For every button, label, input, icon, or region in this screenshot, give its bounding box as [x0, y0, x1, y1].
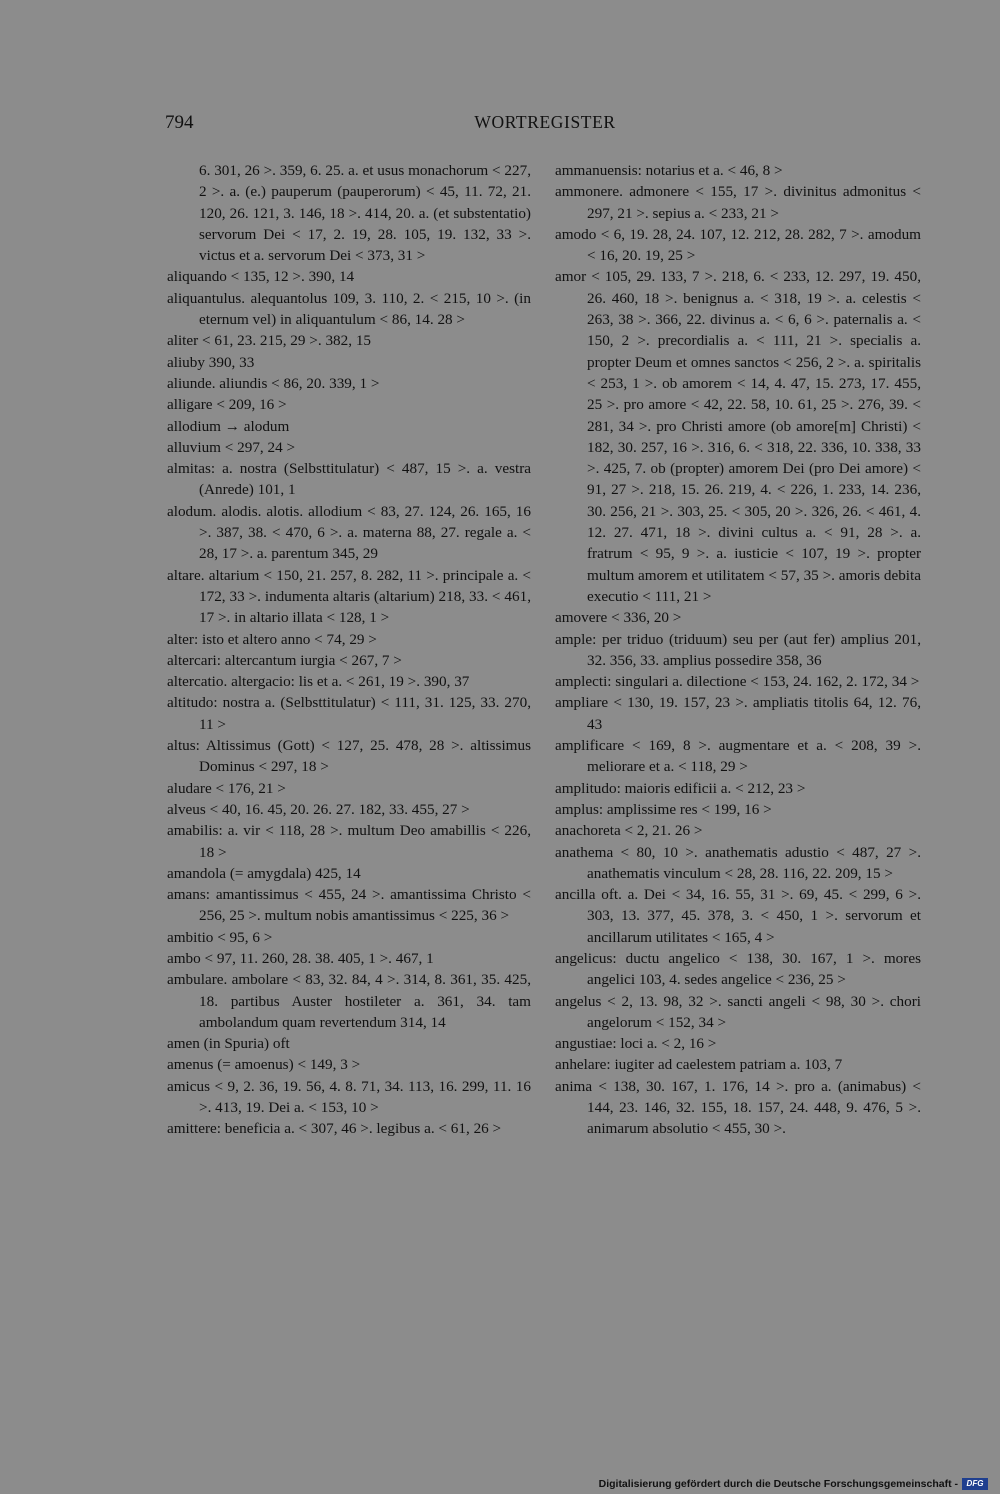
index-entry: amplitudo: maioris edificii a. < 212, 23 >	[555, 779, 806, 797]
index-entry: alveus < 40, 16. 45, 20. 26. 27. 182, 33. 455, 27 >	[167, 800, 470, 818]
dfg-logo-icon: DFG	[962, 1478, 988, 1490]
index-entry: angustiae: loci a. < 2, 16 >	[555, 1035, 717, 1053]
index-entry: ambo < 97, 11. 260, 28. 38. 405, 1 >. 467, 1	[167, 949, 434, 967]
index-entry: aliter < 61, 23. 215, 29 >. 382, 15	[167, 332, 372, 350]
page-header	[165, 112, 925, 142]
index-entry: alligare < 209, 16 >	[167, 396, 287, 414]
footer-text: Digitalisierung gefördert durch die Deutsche Forschungsgemeinschaft -	[598, 1478, 958, 1490]
index-entry: amplecti: singulari a. dilectione < 153, 24. 162, 2. 172, 34 >	[555, 673, 920, 691]
index-entry: ammonere. admonere < 155, 17 >. divinitus admonitus < 297, 21 >. sepius a. < 233, 21 >	[555, 183, 921, 222]
index-entry: amabilis: a. vir < 118, 28 >. multum Deo amabillis < 226, 18 >	[167, 822, 531, 861]
right-column	[555, 160, 921, 1140]
index-entry: amittere: beneficia a. < 307, 46 >. legibus a. < 61, 26 >	[167, 1120, 502, 1138]
index-entry: amenus (= amoenus) < 149, 3 >	[167, 1056, 361, 1074]
index-entry: altus: Altissimus (Gott) < 127, 25. 478, 28 >. altissimus Dominus < 297, 18 >	[167, 737, 531, 776]
index-entry: allodium → alodum	[167, 417, 290, 435]
index-entry: alluvium < 297, 24 >	[167, 438, 296, 456]
left-column	[167, 160, 531, 1140]
index-entry: anathema < 80, 10 >. anathematis adustio < 487, 27 >. anathematis vinculum < 28, 28. 116, 22. 209, 15 >	[555, 843, 921, 882]
index-entry: amor < 105, 29. 133, 7 >. 218, 6. < 233, 12. 297, 19. 450, 26. 460, 18 >. benignus a. < 318, 19 >. a. celestis < 263, 38 >. 366, 22. divinus a. < 6, 6 >. paternalis a. < 150, 2 >. precordialis a. < 111, 21 >. specialis a. propter Deum et omnes sanctos < 256, 2 >. a. spiritalis < 253, 1 >. ob amorem < 14, 4. 47, 15. 273, 17. 455, 25 >. pro amore < 42, 22. 58, 10. 61, 25 >. 276, 39. < 281, 34 >. pro Christi amore (ob amore[m] Christi) < 182, 30. 257, 16 >. 316, 6. < 318, 22. 336, 10. 338, 33 >. 425, 7. ob (propter) amorem Dei (pro Dei amore) < 91, 27 >. 218, 15. 26. 219, 4. < 226, 1. 233, 14. 236, 30. 256, 21 >. 303, 25. < 305, 20 >. 326, 26. < 461, 4. 12. 27. 471, 18 >. divini cultus a. < 91, 28 >. a. fratrum < 95, 9 >. a. iusticie < 107, 19 >. propter multum amorem et utilitatem < 57, 35 >. amoris debita executio < 111, 21 >	[555, 268, 921, 605]
index-entry: anima < 138, 30. 167, 1. 176, 14 >. pro a. (animabus) < 144, 23. 146, 32. 155, 18. 157, 24. 448, 9. 476, 5 >. animarum absolutio < 455, 30 >.	[555, 1077, 921, 1138]
index-entry: alodum. alodis. alotis. allodium < 83, 27. 124, 26. 165, 16 >. 387, 38. < 470, 6 >. a. materna 88, 27. regale a. < 28, 17 >. a. parentum 345, 29	[167, 502, 531, 563]
index-entry: amen (in Spuria) oft	[167, 1035, 290, 1053]
index-entry: aliquantulus. alequantolus 109, 3. 110, 2. < 215, 10 >. (in eternum vel) in aliquantulum < 86, 14. 28 >	[167, 289, 531, 329]
page-number: 794	[165, 112, 194, 133]
index-entry: aliunde. aliundis < 86, 20. 339, 1 >	[167, 374, 380, 392]
index-entry: ambitio < 95, 6 >	[167, 928, 273, 946]
index-entry: amplificare < 169, 8 >. augmentare et a. < 208, 39 >. meliorare et a. < 118, 29 >	[555, 737, 921, 776]
index-entry: ancilla oft. a. Dei < 34, 16. 55, 31 >. 69, 45. < 299, 6 >. 303, 13. 377, 45. 378, 3. < 450, 1 >. servorum et ancillarum utilitates < 165, 4 >	[555, 886, 921, 946]
index-entry: altercari: altercantum iurgia < 267, 7 >	[167, 651, 402, 669]
index-entry: 6. 301, 26 >. 359, 6. 25. a. et usus monachorum < 227, 2 >. a. (e.) pauperum (pauperorum) < 45, 11. 72, 21. 120, 26. 121, 3. 146, 18 >. 414, 20. a. (et substentatio) servorum Dei < 17, 2. 19, 28. 105, 19. 132, 33 >. victus et a. servorum Dei < 373, 31 >	[199, 162, 531, 265]
index-entry: amodo < 6, 19. 28, 24. 107, 12. 212, 28. 282, 7 >. amodum < 16, 20. 19, 25 >	[555, 225, 921, 265]
index-entry: ammanuensis: notarius et a. < 46, 8 >	[555, 162, 783, 179]
index-entry: aliuby 390, 33	[167, 353, 255, 371]
running-title: WORTREGISTER	[474, 112, 616, 132]
index-entry: amplus: amplissime res < 199, 16 >	[555, 800, 772, 818]
index-entry: ampliare < 130, 19. 157, 23 >. ampliatis titolis 64, 12. 76, 43	[555, 694, 921, 733]
index-entry: angelus < 2, 13. 98, 32 >. sancti angeli < 98, 30 >. chori angelorum < 152, 34 >	[555, 992, 921, 1031]
index-entry: amicus < 9, 2. 36, 19. 56, 4. 8. 71, 34. 113, 16. 299, 11. 16 >. 413, 19. Dei a. < 153, 10 >	[167, 1077, 531, 1117]
index-entry: amans: amantissimus < 455, 24 >. amantissima Christo < 256, 25 >. multum nobis amantissimus < 225, 36 >	[167, 886, 531, 925]
index-entry: alter: isto et altero anno < 74, 29 >	[167, 630, 377, 648]
index-entry: altercatio. altergacio: lis et a. < 261, 19 >. 390, 37	[167, 673, 470, 691]
index-entry: aliquando < 135, 12 >. 390, 14	[167, 268, 355, 286]
funding-footer	[599, 1478, 988, 1490]
index-entry: anhelare: iugiter ad caelestem patriam a. 103, 7	[555, 1056, 843, 1074]
index-entry: ambulare. ambolare < 83, 32. 84, 4 >. 314, 8. 361, 35. 425, 18. partibus Auster hostileter a. 361, 34. tam ambolandum quam revertendum 314, 14	[167, 971, 531, 1031]
index-entry: almitas: a. nostra (Selbsttitulatur) < 487, 15 >. a. vestra (Anrede) 101, 1	[167, 460, 531, 499]
index-entry: amandola (= amygdala) 425, 14	[167, 864, 361, 882]
index-entry: ample: per triduo (triduum) seu per (aut fer) amplius 201, 32. 356, 33. amplius possedire 358, 36	[555, 630, 921, 669]
index-entry: aludare < 176, 21 >	[167, 779, 286, 797]
index-entry: altitudo: nostra a. (Selbsttitulatur) < 111, 31. 125, 33. 270, 11 >	[167, 694, 531, 733]
index-entry: anachoreta < 2, 21. 26 >	[555, 822, 703, 840]
index-entry: angelicus: ductu angelico < 138, 30. 167, 1 >. mores angelici 103, 4. sedes angelice < 236, 25 >	[555, 949, 921, 989]
index-entry: amovere < 336, 20 >	[555, 609, 682, 627]
index-entry: altare. altarium < 150, 21. 257, 8. 282, 11 >. principale a. < 172, 33 >. indumenta altaris (altarium) 218, 33. < 461, 17 >. in altario illata < 128, 1 >	[167, 566, 531, 627]
